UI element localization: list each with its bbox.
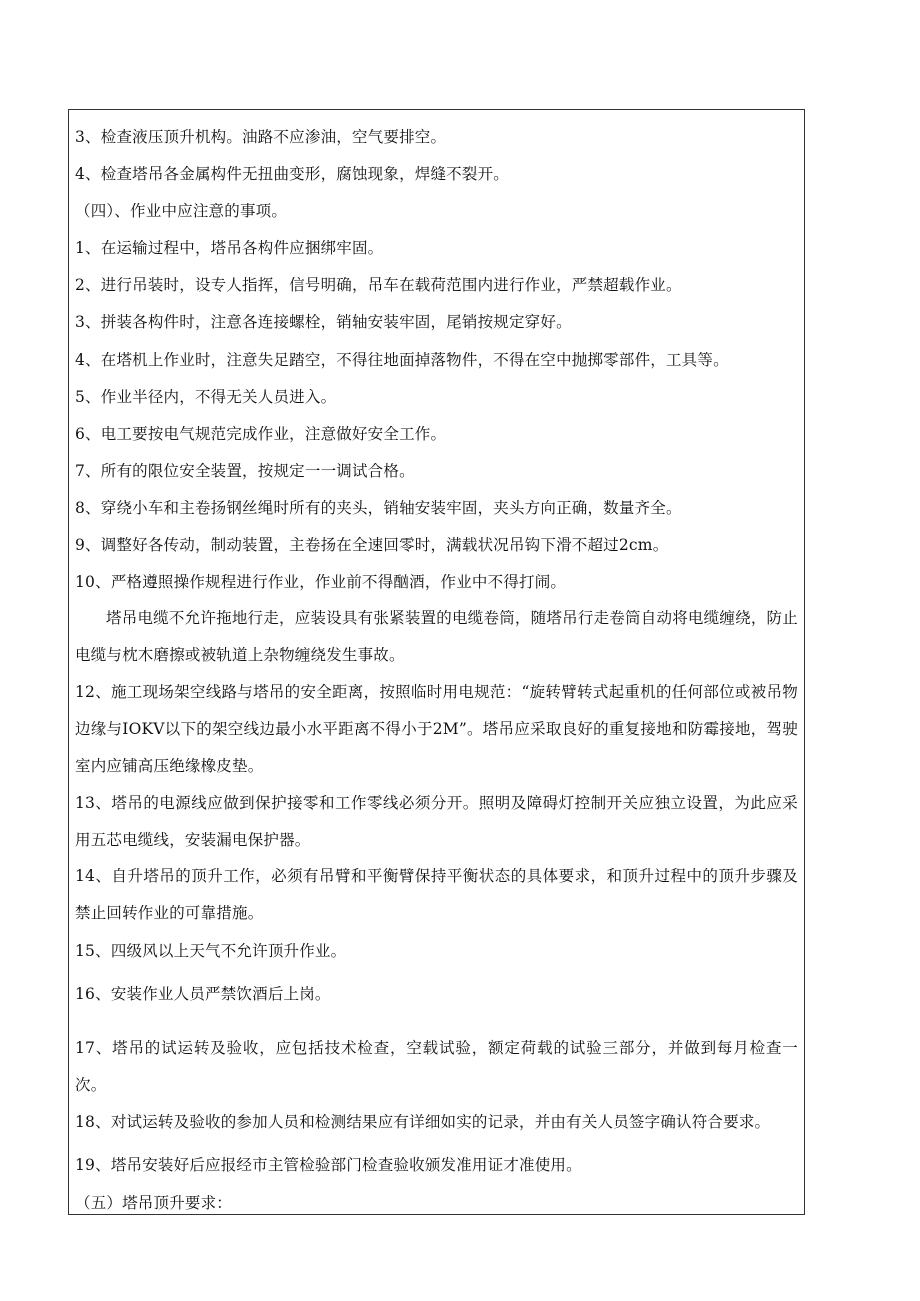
document-frame [68,109,805,1215]
text-line: 9、调整好各传动，制动装置，主卷扬在全速回零时，满载状况吊钩下滑不超过2cm。 [75,536,669,554]
paragraph: 13、塔吊的电源线应做到保护接零和工作零线必须分开。照明及障碍灯控制开关应独立设置，为此应采用五芯电缆线，安装漏电保护器。 [75,794,798,849]
text-line: 10、严格遵照操作规程进行作业，作业前不得酗酒，作业中不得打闹。 [75,573,567,591]
text-line: 5、作业半径内，不得无关人员进入。 [75,388,337,406]
text-line: 1、在运输过程中，塔吊各构件应捆绑牢固。 [75,239,384,257]
text-line: 4、检查塔吊各金属构件无扭曲变形，腐蚀现象，焊缝不裂开。 [75,165,509,183]
paragraph: 塔吊电缆不允许拖地行走，应装设具有张紧装置的电缆卷筒，随塔吊行走卷筒自动将电缆缠绕，防止电缆与枕木磨擦或被轨道上杂物缠绕发生事故。 [75,609,798,664]
text-line: 19、塔吊安装好后应报经市主管检验部门检查验收颁发准用证才准使用。 [75,1156,582,1174]
section-heading: （四）、作业中应注意的事项。 [75,202,288,220]
paragraph: 12、施工现场架空线路与塔吊的安全距离，按照临时用电规范：“旋转臂转式起重机的任何部位或被吊物边缘与IOKV以下的架空线边最小水平距离不得小于2M”。塔吊应采取良好的重复接地和防霉接地，驾驶室内应铺高压绝缘橡皮垫。 [75,683,798,775]
text-line: 4、在塔机上作业时，注意失足踏空，不得往地面掉落物件，不得在空中抛掷零部件，工具等。 [75,351,729,369]
text-line: 8、穿绕小车和主卷扬钢丝绳时所有的夹头，销轴安装牢固，夹头方向正确，数量齐全。 [75,499,682,517]
text-line: 15、四级风以上天气不允许顶升作业。 [75,942,347,960]
text-line: 2、进行吊装时，设专人指挥，信号明确，吊车在载荷范围内进行作业，严禁超载作业。 [75,276,682,294]
text-line: 18、对试运转及验收的参加人员和检测结果应有详细如实的记录，并由有关人员签字确认符合要求。 [75,1113,771,1131]
section-heading: （五）塔吊顶升要求： [75,1194,233,1212]
paragraph: 17、塔吊的试运转及验收，应包括技术检查，空载试验，额定荷载的试验三部分，并做到每月检查一次。 [75,1039,798,1094]
text-line: 3、检查液压顶升机构。油路不应渗油，空气要排空。 [75,128,447,146]
paragraph: 14、自升塔吊的顶升工作，必须有吊臂和平衡臂保持平衡状态的具体要求，和顶升过程中的顶升步骤及禁止回转作业的可靠措施。 [75,867,798,922]
text-line: 7、所有的限位安全装置，按规定一一调试合格。 [75,462,415,480]
text-line: 16、安装作业人员严禁饮酒后上岗。 [75,985,331,1003]
text-line: 6、电工要按电气规范完成作业，注意做好安全工作。 [75,425,447,443]
text-line: 3、拼装各构件时，注意各连接螺栓，销轴安装牢固，尾销按规定穿好。 [75,313,572,331]
